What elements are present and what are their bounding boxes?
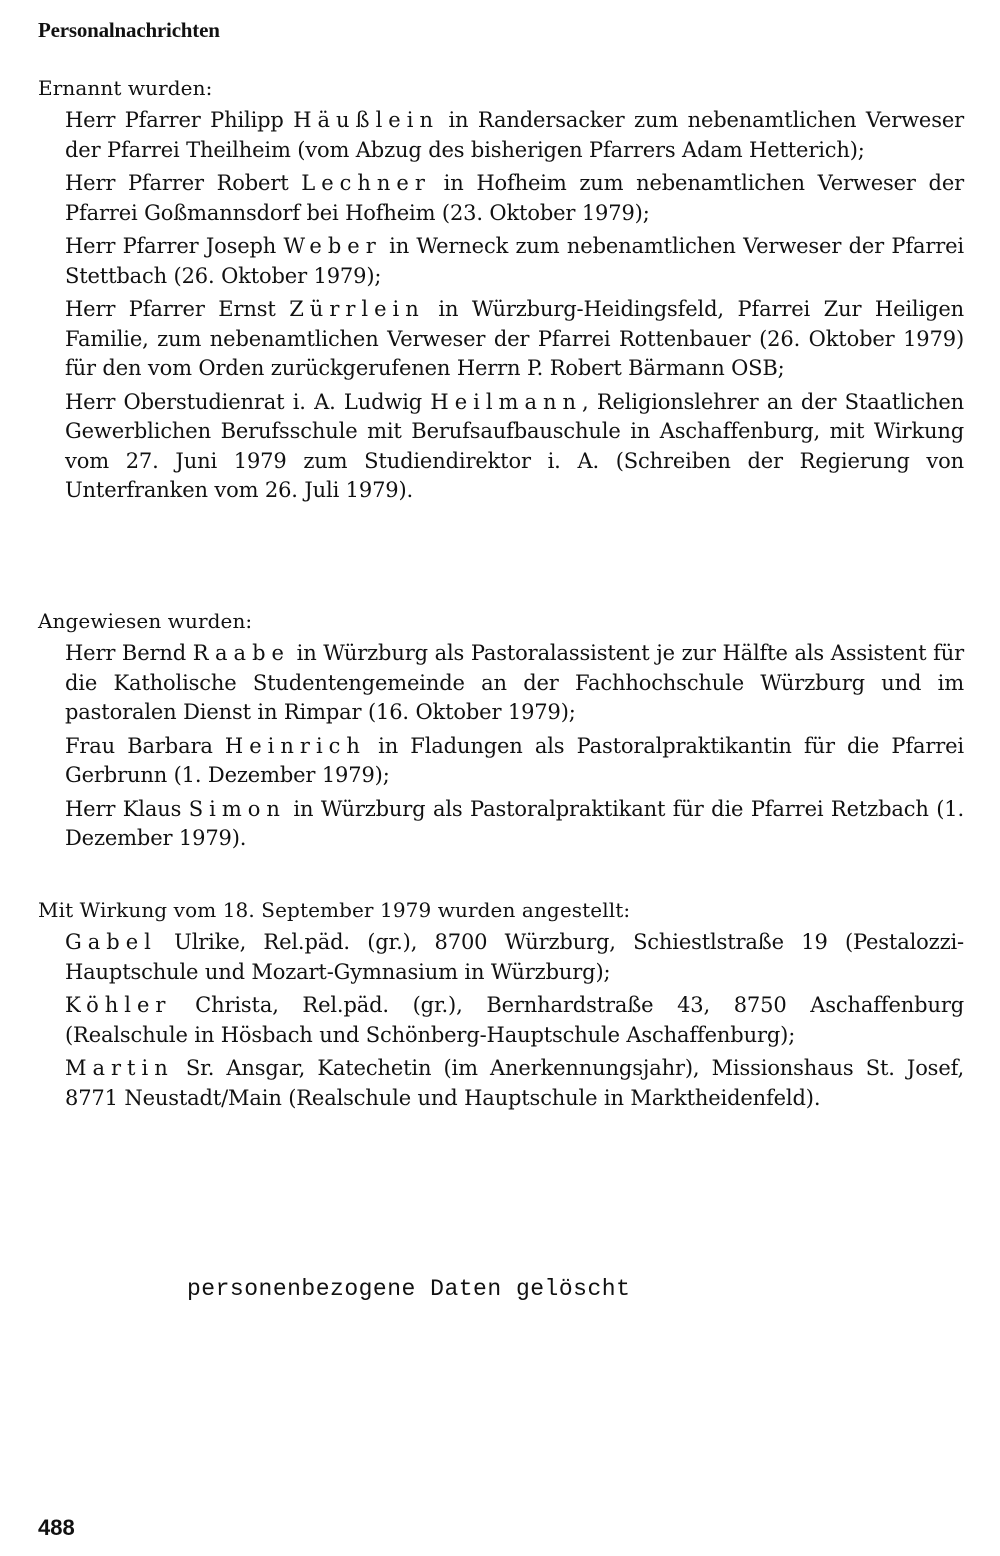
- section-label: Mit Wirkung vom 18. September 1979 wurden angestellt:: [38, 898, 631, 922]
- appointment-entry: [65, 106, 964, 165]
- entry-text: Sr. Ansgar, Katechetin (im Anerkennungsjahr), Missionshaus St. Josef, 8771 Neustadt/Main (Realschule und Hauptschule in Marktheidenfeld).: [65, 1056, 964, 1110]
- section-label: Ernannt wurden:: [38, 76, 213, 100]
- entry-text: in Würzburg als Pastoralassistent je zur Hälfte als Assistent für die Katholische Studentengemeinde an der Fachhochschule Würzburg und im pastoralen Dienst in Rimpar (16. Oktober 1979);: [65, 641, 964, 724]
- entry-text: Ulrike, Rel.päd. (gr.), 8700 Würzburg, Schiestlstraße 19 (Pestalozzi-Hauptschule und Mozart-Gymnasium in Würzburg);: [65, 930, 964, 984]
- employment-entry: [65, 1054, 964, 1113]
- assignment-entry: [65, 732, 964, 791]
- appointment-entry: [65, 169, 964, 228]
- section-ernannt: [38, 74, 964, 510]
- entry-text: Herr Pfarrer Robert: [65, 171, 302, 195]
- person-name: Zürrlein: [289, 297, 425, 321]
- appointment-entry: [65, 388, 964, 506]
- appointment-entry: [65, 295, 964, 384]
- page-number: 488: [38, 1515, 75, 1540]
- employment-entry: [65, 928, 964, 987]
- person-name: Raabe: [192, 641, 290, 665]
- person-name: Martin: [65, 1056, 174, 1080]
- entry-text: Herr Pfarrer Joseph: [65, 234, 284, 258]
- person-name: Lechner: [301, 171, 431, 195]
- page-heading: Personalnachrichten: [38, 18, 220, 42]
- person-name: Häußlein: [293, 108, 439, 132]
- section-label: Angewiesen wurden:: [38, 609, 253, 633]
- entry-text: in Hofheim zum nebenamtlichen Verweser der Pfarrei Goßmannsdorf bei Hofheim (23. Oktober 1979);: [65, 171, 964, 225]
- person-name: Gabel: [65, 930, 157, 954]
- entry-text: , Religionslehrer an der Staatlichen Gewerblichen Berufsschule mit Berufsaufbauschule in Aschaffenburg, mit Wirkung vom 27. Juni 1979 zum Studiendirektor i. A. (Schreiben der Regierung von Unterfranken vom 26. Juli 1979).: [65, 389, 964, 502]
- entry-text: Herr Bernd: [65, 641, 193, 665]
- person-name: Köhler: [65, 993, 172, 1017]
- entry-text: Frau Barbara: [65, 733, 225, 758]
- person-name: Heinrich: [224, 733, 366, 758]
- entry-text: Herr Pfarrer Philipp: [65, 108, 294, 132]
- entry-text: in Würzburg als Pastoralpraktikant für die Pfarrei Retzbach (1. Dezember 1979).: [65, 796, 965, 850]
- entry-text: in Werneck zum nebenamtlichen Verweser der Pfarrei Stettbach (26. Oktober 1979);: [65, 234, 964, 288]
- section-angestellt: [38, 896, 964, 1117]
- entry-text: Herr Pfarrer Ernst: [65, 297, 290, 321]
- assignment-entry: [65, 639, 964, 728]
- assignment-entry: [65, 795, 964, 854]
- entry-text: in Fladungen als Pastoralpraktikantin für die Pfarrei Gerbrunn (1. Dezember 1979);: [65, 733, 964, 787]
- entry-text: in Würzburg-Heidingsfeld, Pfarrei Zur Heiligen Familie, zum nebenamtlichen Verweser der Pfarrei Rottenbauer (26. Oktober 1979) für den vom Orden zurückgerufenen Herrn P. Robert Bärmann OSB;: [65, 297, 964, 380]
- entry-text: Christa, Rel.päd. (gr.), Bernhardstraße 43, 8750 Aschaffenburg (Realschule in Hösbach und Schönberg-Hauptschule Aschaffenburg);: [65, 993, 964, 1047]
- person-name: Weber: [283, 234, 382, 258]
- entry-text: in Randersacker zum nebenamtlichen Verweser der Pfarrei Theilheim (vom Abzug des bisherigen Pfarrers Adam Hetterich);: [65, 108, 964, 162]
- section-angewiesen: [38, 607, 964, 858]
- entry-text: Herr Klaus: [65, 796, 189, 821]
- entry-text: Herr Oberstudienrat i. A. Ludwig: [65, 389, 431, 414]
- employment-entry: [65, 991, 964, 1050]
- appointment-entry: [65, 232, 964, 291]
- redaction-note: personenbezogene Daten gelöscht: [187, 1276, 631, 1302]
- person-name: Heilmann: [430, 389, 583, 414]
- person-name: Simon: [188, 796, 286, 821]
